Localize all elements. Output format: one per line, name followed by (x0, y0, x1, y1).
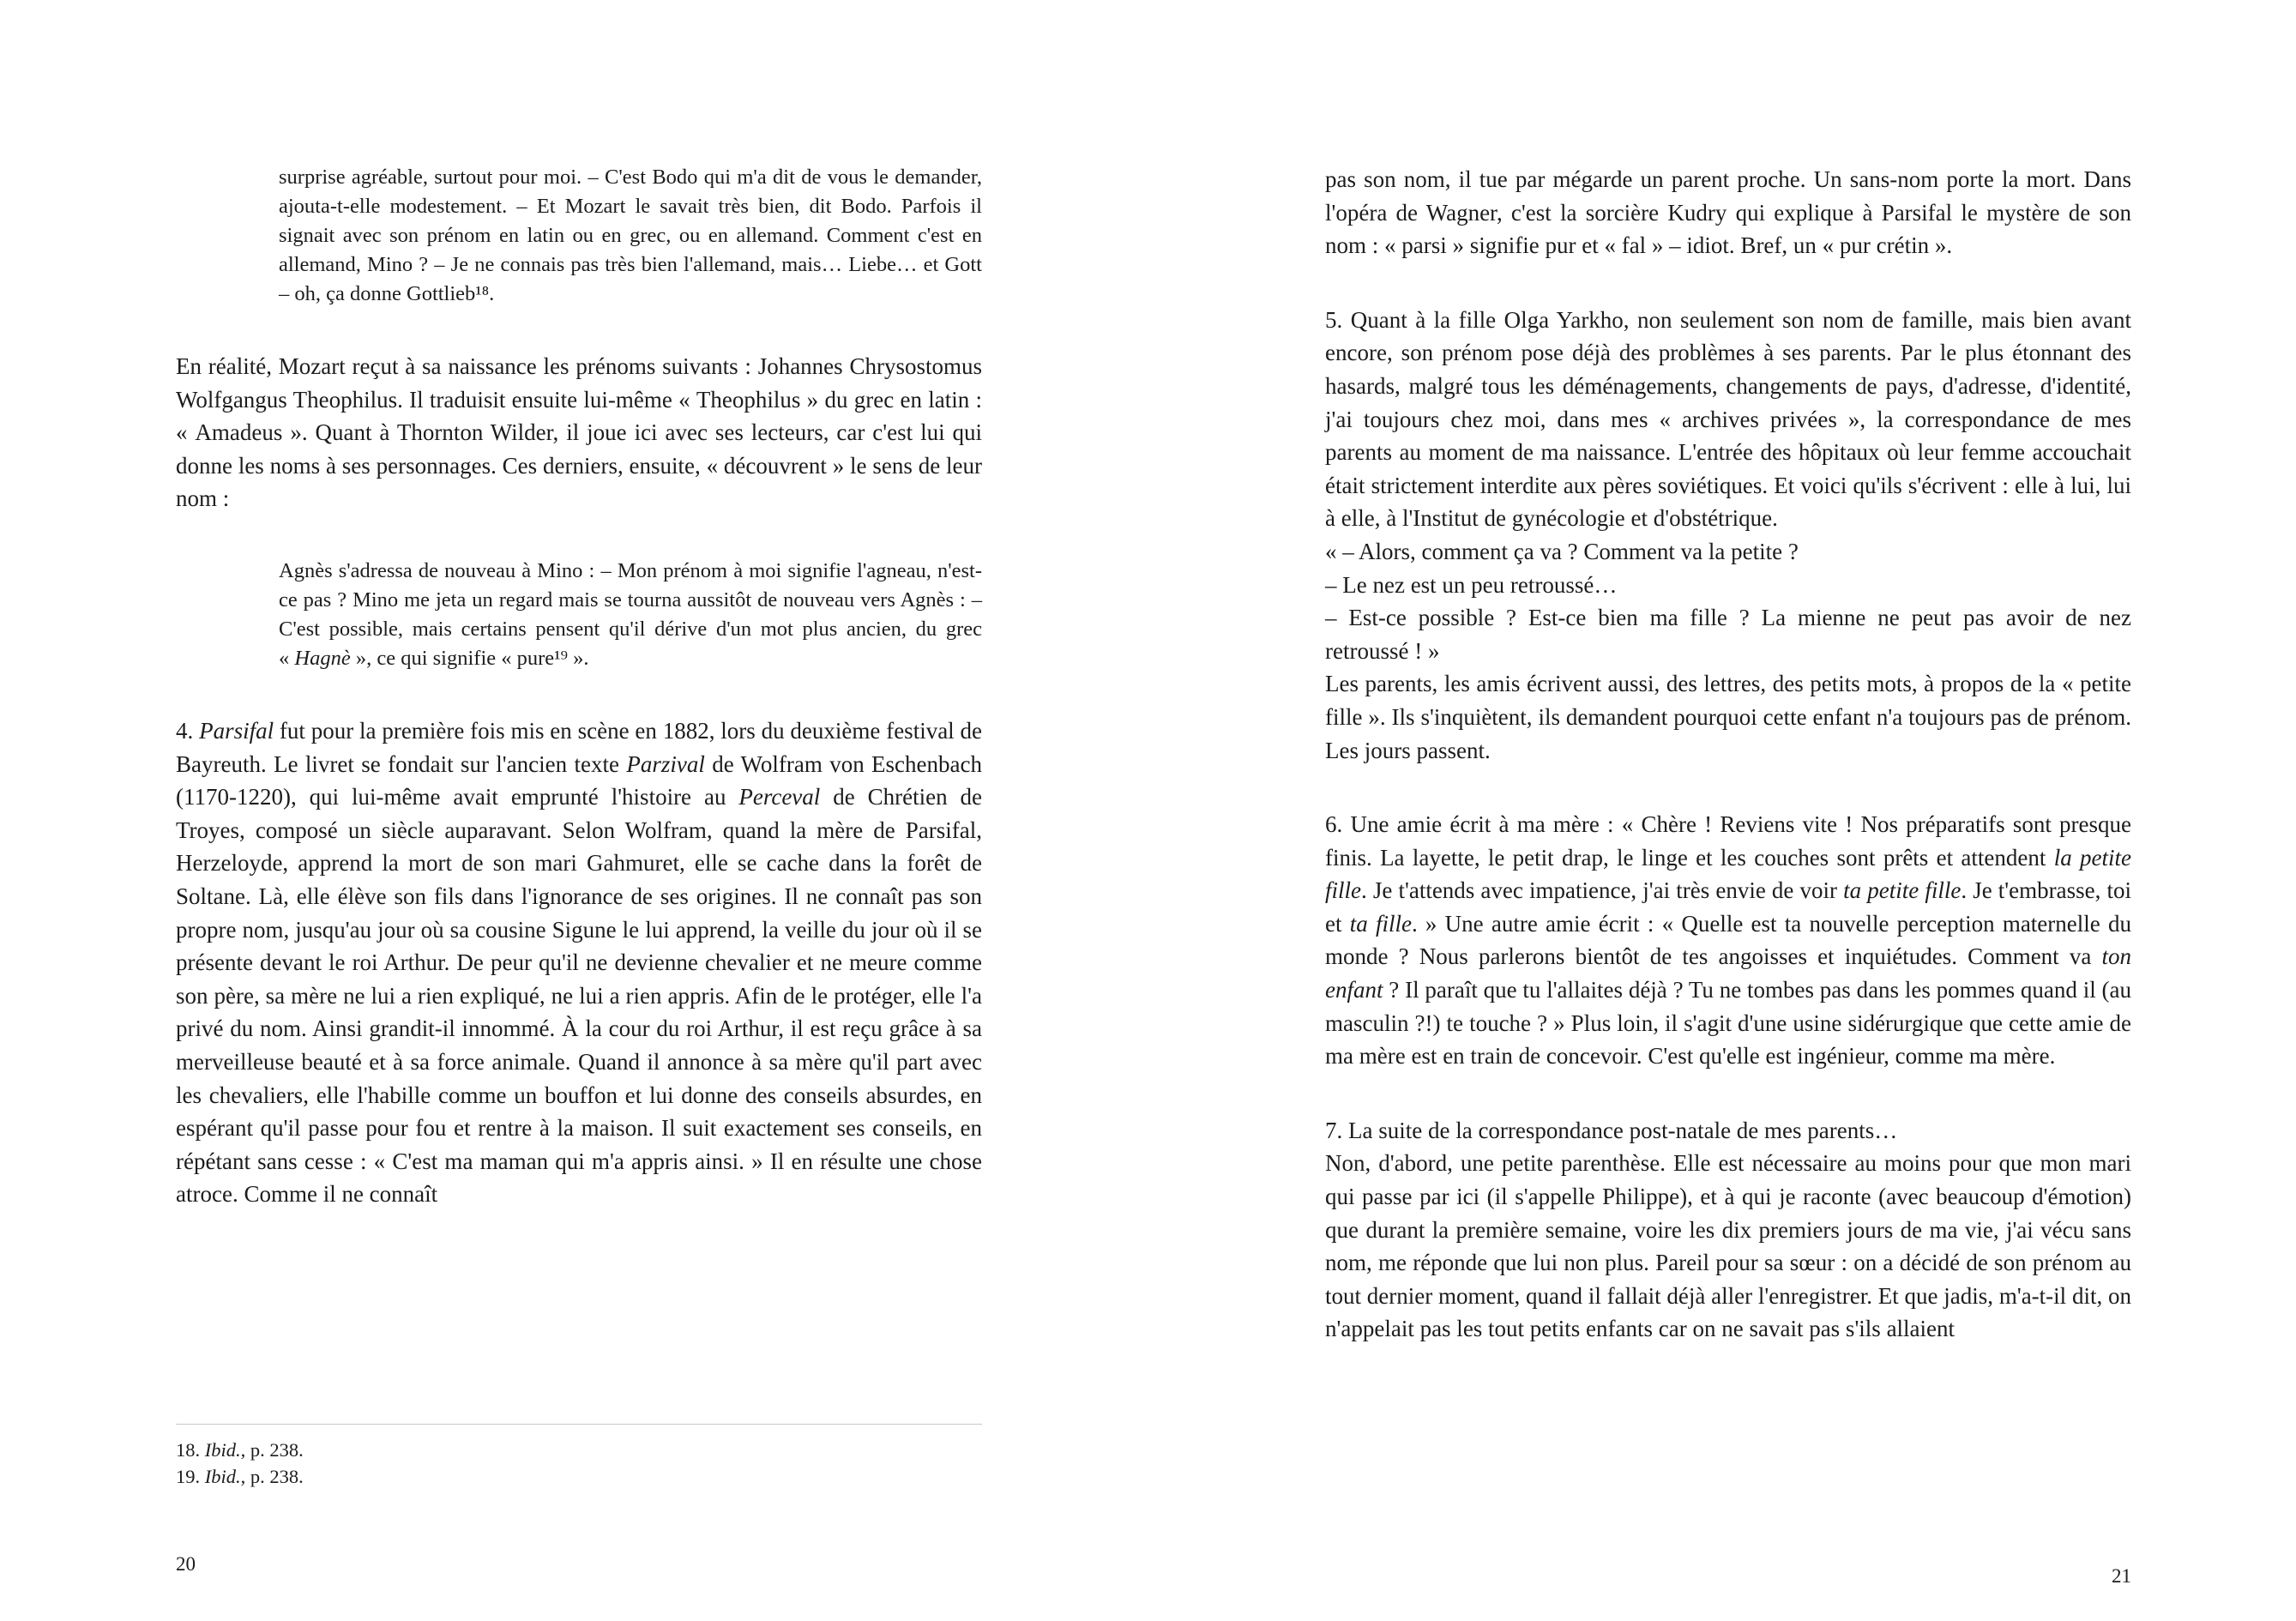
quote-agnes-mino: Agnès s'adressa de nouveau à Mino : – Mon prénom à moi signifie l'agneau, n'est-ce pas ? Mino me jeta un regard mais se tourna aussitôt de nouveau vers Agnès : – C'est possible, mais certains pensent qu'il dérive d'un mot plus ancien, du grec « Hagnè », ce qui signifie « pure¹⁹ ». (279, 558, 982, 670)
footnotes-block (176, 1424, 982, 1490)
section-7 (1325, 1114, 2131, 1346)
footnote-18: 18. Ibid., p. 238. (176, 1439, 304, 1461)
quote-bodo-mozart: surprise agréable, surtout pour moi. – C'est Bodo qui m'a dit de vous le demander, ajouta-t-elle modestement. – Et Mozart le savait très bien, dit Bodo. Parfois il signait avec son prénom en latin ou en grec, ou en allemand. Comment c'est en allemand, Mino ? – Je ne connais pas très bien l'allemand, mais… Liebe… et Gott – oh, ça donne Gottlieb¹⁸. (279, 166, 982, 305)
paragraph-mozart-names: En réalité, Mozart reçut à sa naissance les prénoms suivants : Johannes Chrysostomus Wolfgangus Theophilus. Il traduisit ensuite lui-même « Theophilus » du grec en latin : « Amadeus ». Quant à Thornton Wilder, il joue ici avec ses lecteurs, car c'est lui qui donne les noms à ses personnages. Ces derniers, ensuite, « découvrent » le sens de leur nom : (176, 353, 982, 512)
paragraph-7-body: Non, d'abord, une petite parenthèse. Elle est nécessaire au moins pour que mon mari qui passe par ici (il s'appelle Philippe), et à qui je raconte (avec beaucoup d'émotion) que durant la première semaine, voire les dix premiers jours de ma vie, j'ai vécu sans nom, me réponde que lui non plus. Pareil pour sa sœur : on a décidé de son prénom au tout dernier moment, quand il fallait déjà aller l'enregistrer. Et que jadis, m'a-t-il dit, on n'appelait pas les tout petits enfants car on ne savait pas s'ils allaient (1325, 1150, 2131, 1342)
paragraph-6-letters: 6. Une amie écrit à ma mère : « Chère ! Reviens vite ! Nos préparatifs sont presque finis. La layette, le petit drap, le linge et les couches sont prêts et attendent la petite fille. Je t'attends avec impatience, j'ai très envie de voir ta petite fille. Je t'embrasse, toi et ta fille. » Une autre amie écrit : « Quelle est ta nouvelle perception maternelle du monde ? Nous parlerons bientôt de tes angoisses et inquiétudes. Comment va ton enfant ? Il paraît que tu l'allaites déjà ? Tu ne tombes pas dans les pommes quand il (au masculin ?!) te touche ? » Plus loin, il s'agit d'une usine sidérurgique que cette amie de ma mère est en train de concevoir. C'est qu'elle est ingénieur, comme ma mère. (1325, 811, 2132, 1070)
paragraph-7-heading: 7. La suite de la correspondance post-natale de mes parents… (1325, 1117, 1898, 1143)
paragraph-4-parsifal: 4. Parsifal fut pour la première fois mis en scène en 1882, lors du deuxième festival de Bayreuth. Le livret se fondait sur l'ancien texte Parzival de Wolfram von Eschenbach (1170-1220), qui lui-même avait emprunté l'histoire au Perceval de Chrétien de Troyes, composé un siècle auparavant. Selon Wolfram, quand la mère de Parsifal, Herzeloyde, apprend la mort de son mari Gahmuret, elle se cache dans la forêt de Soltane. Là, elle élève son fils dans l'ignorance de ses origines. Il ne connaît pas son propre nom, jusqu'au jour où sa cousine Sigune le lui apprend, la veille du jour où il se présente devant le roi Arthur. De peur qu'il ne devienne chevalier et ne meure comme son père, sa mère ne lui a rien expliqué, ne lui a rien appris. Afin de le protéger, elle l'a privé du nom. Ainsi grandit-il innommé. À la cour du roi Arthur, il est reçu grâce à sa merveilleuse beauté et à sa force animale. Quand il annonce à sa mère qu'il part avec les chevaliers, elle l'habille comme un bouffon et lui donne des conseils absurdes, en espérant qu'il passe pour fou et rentre à la maison. Il suit exactement ses conseils, en répétant sans cesse : « C'est ma maman qui m'a appris ainsi. » Il en résulte une chose atroce. Comme il ne connaît (176, 717, 982, 1208)
page-left-content (176, 163, 982, 1252)
page-number-left: 20 (176, 1553, 196, 1575)
dialogue-line-2: – Le nez est un peu retroussé… (1325, 571, 1618, 598)
paragraph-parsifal-continuation: pas son nom, il tue par mégarde un parent proche. Un sans-nom porte la mort. Dans l'opéra de Wagner, c'est la sorcière Kudry qui explique à Parsifal le mystère de son nom : « parsi » signifie pur et « fal » – idiot. Bref, un « pur crétin ». (1325, 166, 2131, 259)
dialogue-line-1: « – Alors, comment ça va ? Comment va la petite ? (1325, 538, 1799, 564)
paragraph-5-closing: Les parents, les amis écrivent aussi, des lettres, des petits mots, à propos de la « petite fille ». Ils s'inquiètent, ils demandent pourquoi cette enfant n'a toujours pas de prénom. Les jours passent. (1325, 671, 2131, 763)
section-5 (1325, 304, 2131, 767)
page-right-content (1325, 163, 2131, 1387)
dialogue-line-3: – Est-ce possible ? Est-ce bien ma fille ? La mienne ne peut pas avoir de nez retroussé ! » (1325, 605, 2131, 664)
page-number-right: 21 (2112, 1565, 2131, 1587)
paragraph-5-intro: 5. Quant à la fille Olga Yarkho, non seulement son nom de famille, mais bien avant encore, son prénom pose déjà des problèmes à ses parents. Par le plus étonnant des hasards, malgré tous les déménagements, changements de pays, d'adresse, d'identité, j'ai toujours chez moi, dans mes « archives privées », la correspondance de mes parents au moment de ma naissance. L'entrée des hôpitaux où leur femme accouchait était strictement interdite aux pères soviétiques. Et voici qu'ils s'écrivent : elle à lui, lui à elle, à l'Institut de gynécologie et d'obstétrique. (1325, 306, 2131, 532)
footnote-divider (176, 1424, 982, 1425)
page-right (1325, 0, 2131, 1621)
footnote-19: 19. Ibid., p. 238. (176, 1466, 304, 1487)
page-left (176, 0, 982, 1621)
